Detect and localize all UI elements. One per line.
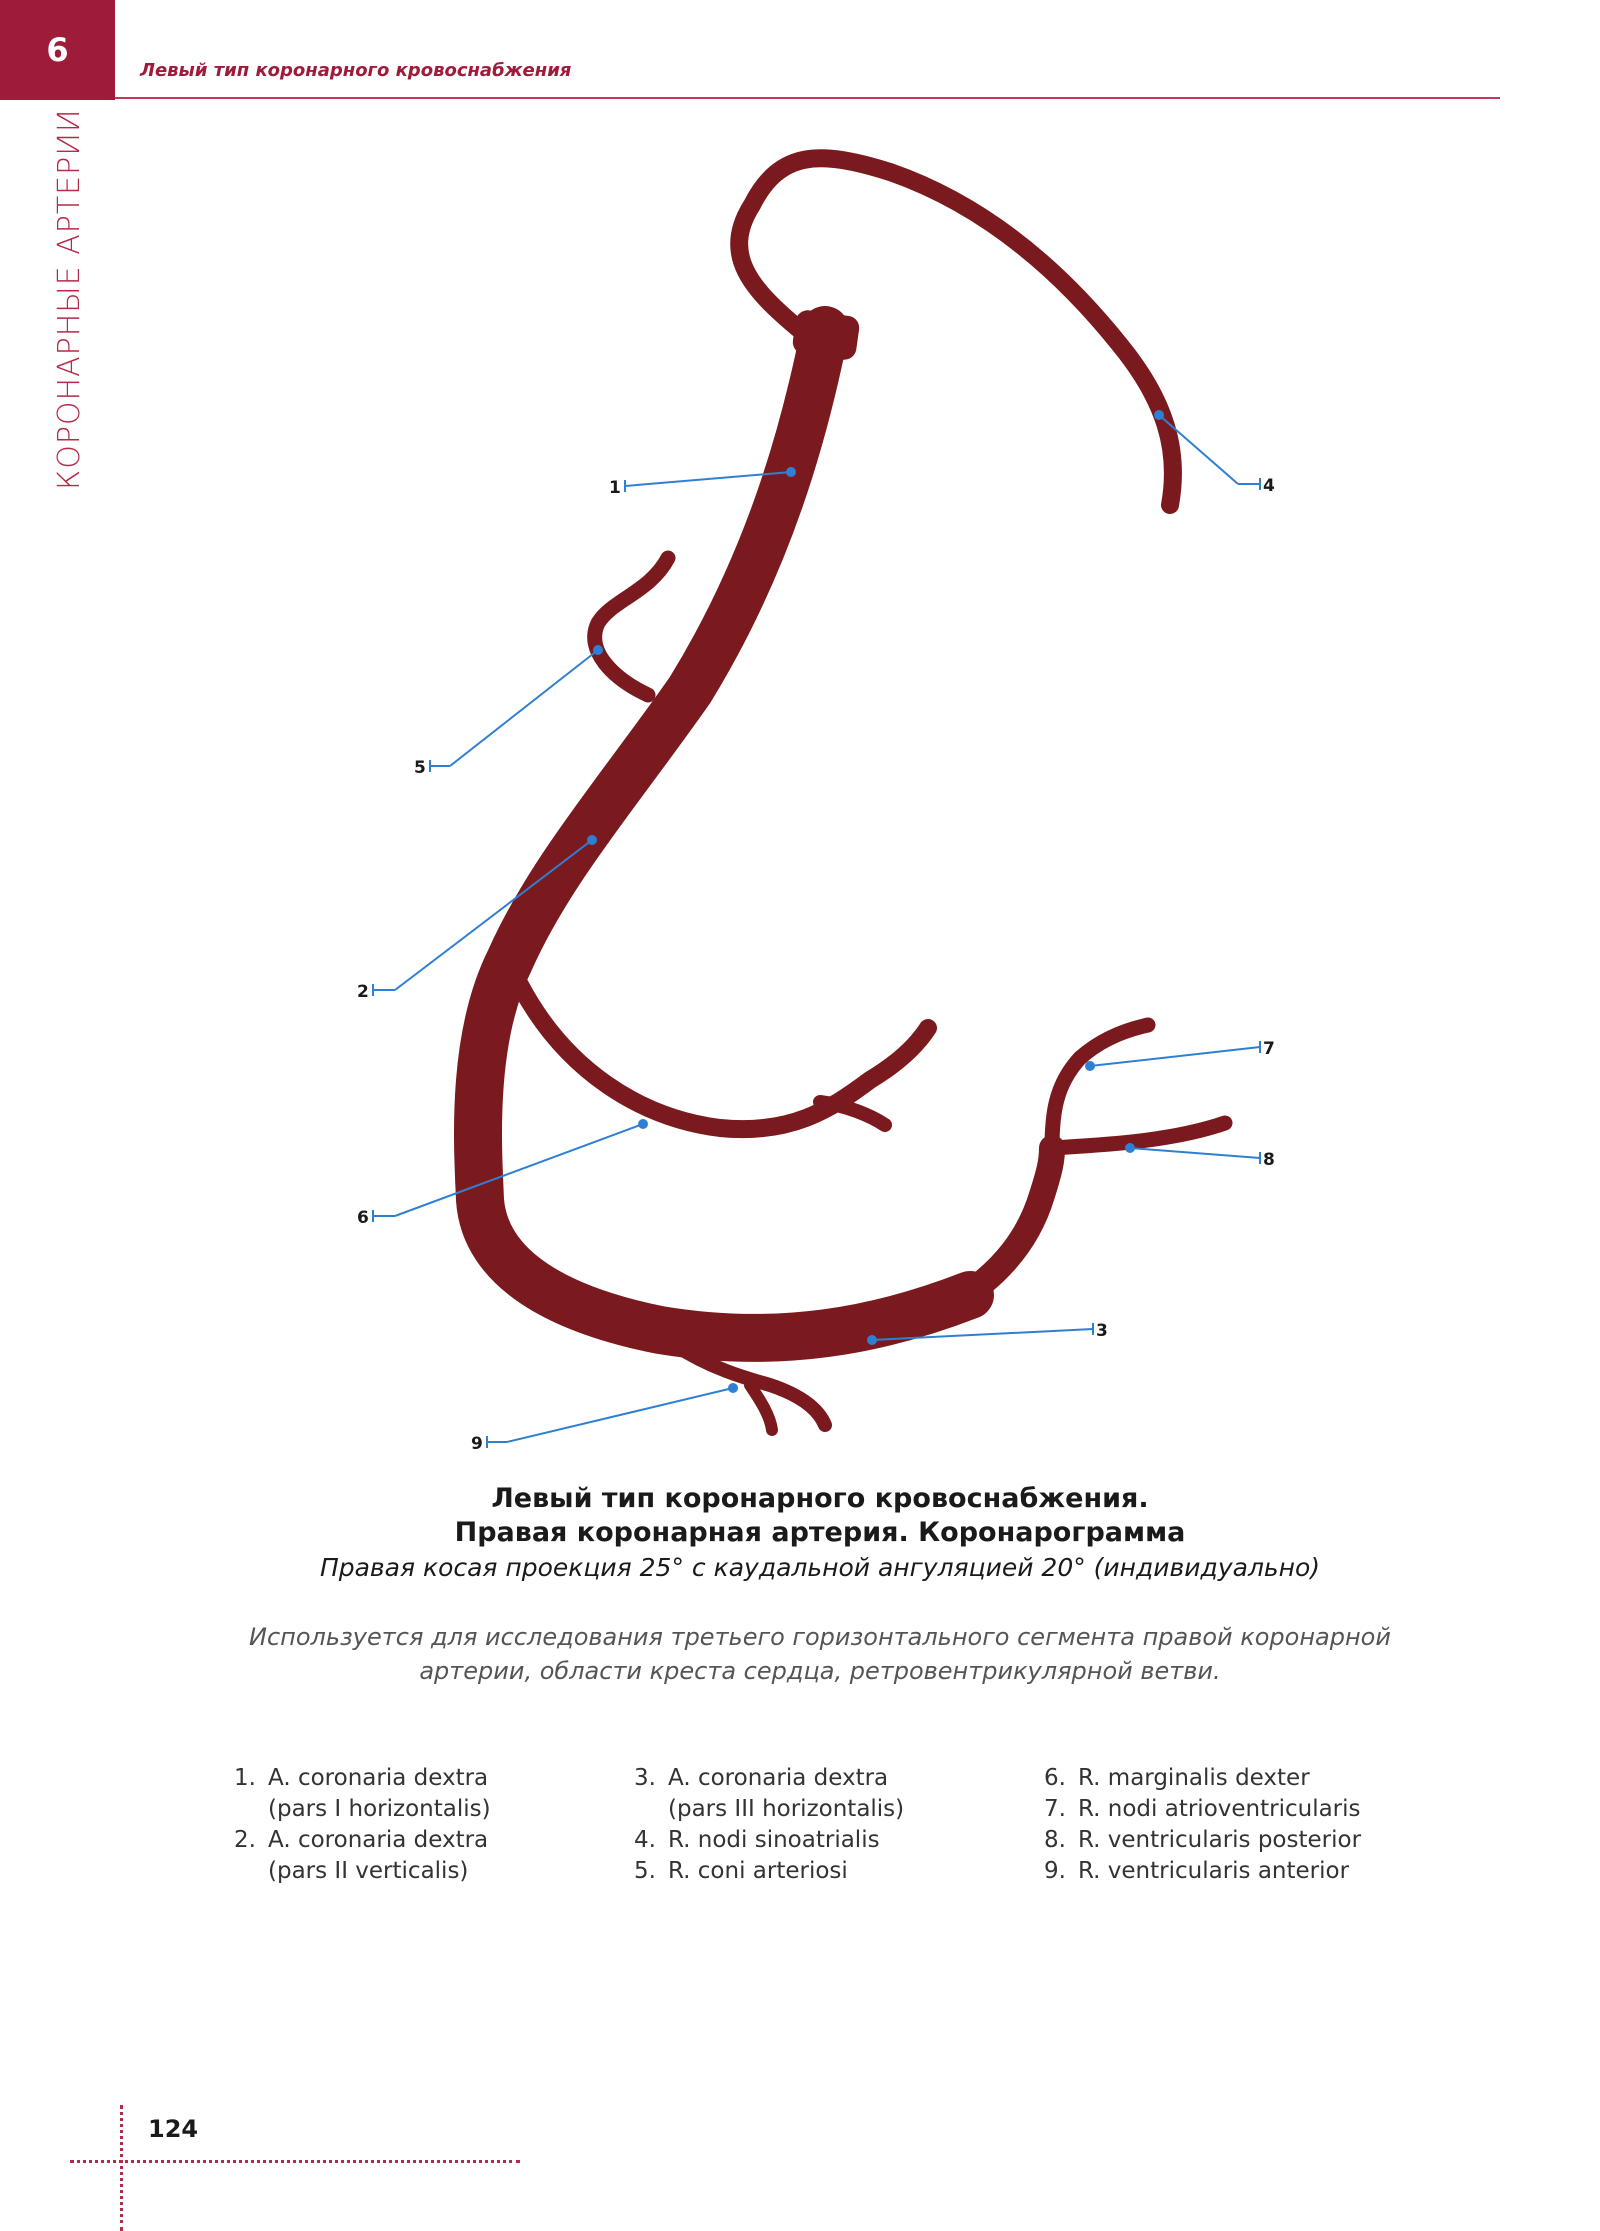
artery-ostium (791, 309, 861, 361)
running-title: Левый тип коронарного кровоснабжения (140, 60, 572, 81)
figure-title-line1: Левый тип коронарного кровоснабжения. (491, 1483, 1149, 1514)
legend-item: 2. A. coronaria dextra (pars II verticalis) (234, 1827, 489, 1884)
posterior-ventricular-branch (1052, 1123, 1225, 1148)
side-title-text: КОРОНАРНЫЕ АРТЕРИИ (52, 108, 87, 490)
label-6: 6 (357, 1208, 369, 1228)
label-2: 2 (357, 982, 369, 1002)
legend-item: 1. A. coronaria dextra (pars I horizontalis) (234, 1765, 491, 1822)
label-3: 3 (1096, 1321, 1108, 1341)
label-4: 4 (1263, 476, 1275, 496)
label-5: 5 (414, 758, 426, 778)
page-number: 124 (148, 2115, 199, 2143)
legend-column-1 (220, 1763, 491, 1887)
footer-dotted-rule (70, 2160, 520, 2163)
legend-item: 7. R. nodi atrioventricularis (1044, 1796, 1361, 1822)
label-1: 1 (609, 478, 621, 498)
figure-title-line2: Правая коронарная артерия. Коронарограмма (454, 1517, 1186, 1548)
conus-arteriosus-branch (595, 558, 668, 695)
label-9: 9 (471, 1434, 483, 1454)
legend-item: 4. R. nodi sinoatrialis (634, 1827, 880, 1853)
legend-item: 8. R. ventricularis posterior (1044, 1827, 1362, 1853)
chapter-number: 6 (46, 31, 69, 69)
av-node-branch (1052, 1025, 1148, 1148)
legend-column-2 (620, 1763, 904, 1887)
label-8: 8 (1263, 1150, 1275, 1170)
right-coronary-artery (478, 330, 970, 1338)
figure-subtitle: Правая косая проекция 25° с каудальной ангуляцией 20° (индивидуально) (319, 1553, 1321, 1582)
legend-item: 3. A. coronaria dextra (pars III horizontalis) (634, 1765, 905, 1822)
figure-title (200, 1482, 1440, 1550)
label-7: 7 (1263, 1039, 1275, 1059)
footer-dotted-rule-vertical (120, 2105, 123, 2231)
legend-item: 6. R. marginalis dexter (1044, 1765, 1310, 1791)
legend-column-3 (1030, 1763, 1361, 1887)
right-coronary-artery-distal (960, 1148, 1052, 1299)
legend-item: 5. R. coni arteriosi (634, 1858, 848, 1884)
legend-item: 9. R. ventricularis anterior (1044, 1858, 1350, 1884)
figure-description: Используется для исследования третьего горизонтального сегмента правой коронарной артерии, области креста сердца, ретровентрикулярной ветви. (249, 1623, 1391, 1685)
